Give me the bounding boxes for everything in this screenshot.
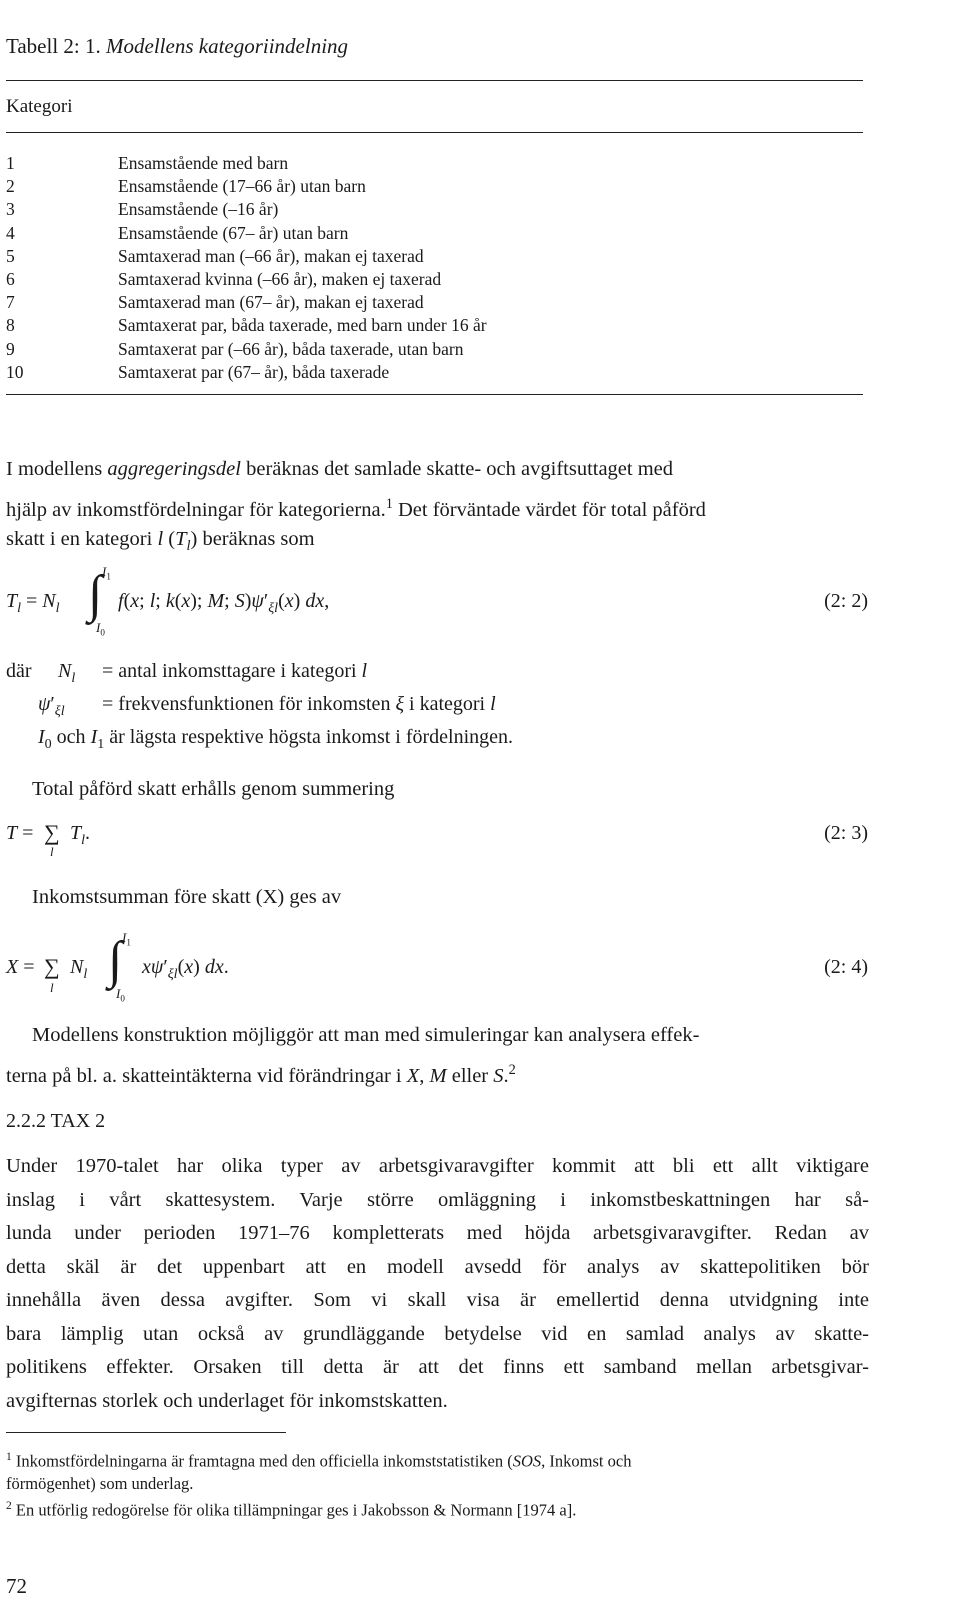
paragraph-line: hjälp av inkomstfördelningar för kategorierna.$^1$ Det förväntade värdet för total påförd: [6, 496, 706, 521]
page-number: 72: [6, 1574, 27, 1598]
category-number: 3: [6, 199, 15, 220]
paragraph-line: inslag i vårt skattesystem. Varje större omläggning i inkomstbeskattningen har så-: [6, 1188, 869, 1211]
paragraph-line: politikens effekter. Orsaken till detta är att det finns ett samband mellan arbetsgivar-: [6, 1356, 869, 1378]
table-header-rule: [6, 132, 863, 133]
category-label: Ensamstående (17–66 år) utan barn: [118, 176, 366, 197]
table-bottom-rule: [6, 394, 863, 395]
equation-number: (2: 3): [824, 822, 868, 844]
table-row: [6, 222, 866, 245]
equation-2-4: X = ∑ l $N_l$ ∫ $I_1$ $I_0$ $x\psi'_{\xi l}(x)$ dx. (2: 4): [6, 930, 868, 1004]
paragraph-line: skatt i en kategori l $(T_l)$ beräknas som: [6, 528, 315, 555]
footnote: $^1$ Inkomstfördelningarna är framtagna med den officiella inkomststatistiken (SOS, Inkomst och: [6, 1451, 632, 1471]
paragraph-income-sum: Inkomstsumman före skatt (X) ges av: [32, 886, 342, 908]
definitions: där $N_l$ = antal inkomsttagare i kategori l $\psi'_{\xi l}$ = frekvensfunktionen för inkomsten ξ i kategori l $I_0$ och $I_1$ är lägsta respektive högsta inkomst i fördelningen.: [6, 660, 514, 752]
paragraph-summation: Total påförd skatt erhålls genom summering: [32, 778, 395, 800]
category-number: 8: [6, 315, 15, 336]
paragraph-line: innehålla även dessa avgifter. Som vi skall visa är emellertid denna utvidgning inte: [6, 1289, 869, 1311]
category-label: Ensamstående (67– år) utan barn: [118, 222, 349, 243]
paragraph-tax2: [6, 1150, 869, 1418]
table-row: [6, 175, 866, 198]
table-title: [6, 34, 348, 59]
category-number: 2: [6, 176, 15, 197]
footnote-ref: 1: [385, 496, 393, 512]
equation-2-2: $T_l = N_l$ ∫ $I_1$ $I_0$ f(x; l; k(x); M; $S)\psi'_{\xi l}(x)$ dx, (2: 2): [6, 564, 868, 638]
table-row: [6, 198, 866, 221]
paragraph-line: Under 1970-talet har olika typer av arbetsgivaravgifter kommit att bli ett allt viktigare: [6, 1155, 869, 1177]
category-label: Samtaxerat par (67– år), båda taxerade: [118, 361, 390, 382]
table-number: Tabell 2: 1.: [6, 34, 101, 58]
equation-number: (2: 4): [824, 956, 868, 978]
table-row: [6, 152, 866, 175]
paragraph-line: avgifternas storlek och underlaget för inkomstskatten.: [6, 1389, 448, 1412]
category-label: Samtaxerad man (–66 år), makan ej taxerad: [118, 245, 424, 266]
paragraph-line: detta skäl är det uppenbart att en modell avsedd för analys av skattepolitiken bör: [6, 1255, 869, 1278]
category-number: 4: [6, 222, 15, 243]
paragraph-simulations: [6, 1018, 868, 1088]
category-label: Samtaxerat par, båda taxerade, med barn under 16 år: [118, 315, 487, 336]
category-number: 10: [6, 361, 24, 382]
category-number: 6: [6, 268, 15, 289]
footnote-line: förmögenhet) som underlag.: [6, 1473, 194, 1493]
paragraph-line: Modellens konstruktion möjliggör att man med simuleringar kan analysera effek-: [32, 1024, 700, 1046]
table-row: [6, 338, 866, 361]
paragraph-line: bara lämplig utan också av grundläggande betydelse vid en samlad analys av skatte-: [6, 1322, 869, 1345]
category-number: 1: [6, 153, 15, 173]
paragraph-line: terna på bl. a. skatteintäkterna vid förändringar i X, M eller S.$^2$: [6, 1062, 516, 1087]
table-top-rule: [6, 80, 863, 81]
category-label: Samtaxerat par (–66 år), båda taxerade, utan barn: [118, 338, 464, 359]
footnotes: [6, 1446, 872, 1521]
table-row: [6, 268, 866, 291]
table-body: [6, 152, 866, 384]
category-label: Samtaxerad kvinna (–66 år), maken ej taxerad: [118, 268, 442, 289]
paragraph-aggregation: [6, 452, 868, 557]
table-row: [6, 361, 866, 384]
section-heading: 2.2.2 TAX 2: [6, 1110, 106, 1132]
paragraph-line: I modellens aggregeringsdel beräknas det samlade skatte- och avgiftsuttaget med: [6, 458, 674, 480]
category-label: Samtaxerad man (67– år), makan ej taxerad: [118, 292, 424, 313]
table-row: [6, 314, 866, 337]
paragraph-line: lunda under perioden 1971–76 kompletterats med höjda arbetsgivaravgifter. Redan av: [6, 1222, 869, 1244]
category-label: Ensamstående med barn: [118, 153, 289, 173]
equation-number: (2: 2): [824, 590, 868, 612]
equation-2-3: T = ∑ l $T_l$. (2: 3): [6, 820, 868, 859]
category-label: Ensamstående (–16 år): [118, 199, 279, 220]
category-number: 5: [6, 245, 15, 266]
table-title-text: Modellens kategoriindelning: [106, 34, 349, 58]
table-row: [6, 291, 866, 314]
footnote: $^2$ En utförlig redogörelse för olika tillämpningar ges i Jakobsson & Normann [1974 a].: [6, 1499, 577, 1519]
footnote-ref: 2: [508, 1062, 516, 1078]
category-number: 7: [6, 292, 15, 313]
table-column-header: Kategori: [6, 96, 73, 117]
table-row: [6, 245, 866, 268]
category-number: 9: [6, 338, 15, 359]
footnote-rule: [6, 1432, 286, 1433]
